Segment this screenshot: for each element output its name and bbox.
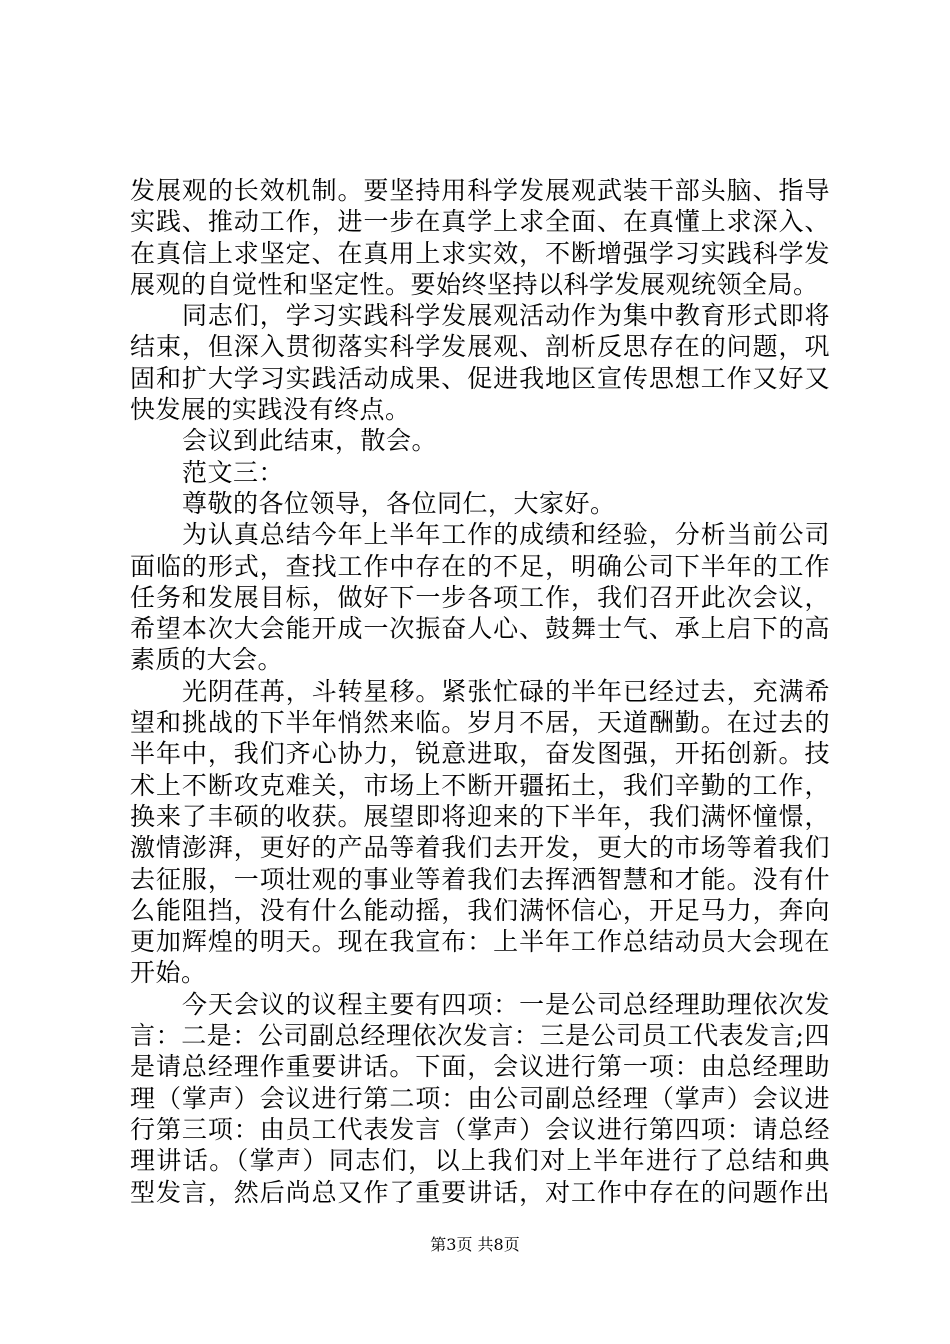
text-line: 半年中，我们齐心协力，锐意进取，奋发图强，开拓创新。技 [130, 739, 830, 769]
text-line: 快发展的实践没有终点。 [130, 395, 411, 425]
text-line: 型发言，然后尚总又作了重要讲话，对工作中存在的问题作出 [130, 1177, 830, 1207]
page-footer: 第3页 共8页 [430, 1235, 520, 1254]
text-line: 今天会议的议程主要有四项：一是公司总经理助理依次发 [182, 989, 830, 1019]
text-line: 术上不断攻克难关，市场上不断开疆拓土，我们辛勤的工作， [130, 770, 830, 800]
text-line: 言：二是：公司副总经理依次发言：三是公司员工代表发言;四 [130, 1021, 830, 1051]
text-line: 去征服，一项壮观的事业等着我们去挥洒智慧和才能。没有什 [130, 864, 830, 894]
text-line: 希望本次大会能开成一次振奋人心、鼓舞士气、承上启下的高 [130, 614, 830, 644]
text-line: 任务和发展目标，做好下一步各项工作，我们召开此次会议， [130, 582, 830, 612]
document-body [130, 175, 830, 1208]
text-line: 理讲话。（掌声）同志们，以上我们对上半年进行了总结和典 [130, 1146, 830, 1176]
text-line: 望和挑战的下半年悄然来临。岁月不居，天道酬勤。在过去的 [130, 708, 830, 738]
text-line: 尊敬的各位领导，各位同仁，大家好。 [182, 488, 616, 518]
text-line: 行第三项：由员工代表发言（掌声）会议进行第四项：请总经 [130, 1114, 830, 1144]
text-line: 实践、推动工作，进一步在真学上求全面、在真懂上求深入、 [130, 207, 830, 237]
text-line: 固和扩大学习实践活动成果、促进我地区宣传思想工作又好又 [130, 363, 830, 393]
text-line: 发展观的长效机制。要坚持用科学发展观武装干部头脑、指导 [130, 176, 830, 205]
text-line: 面临的形式，查找工作中存在的不足，明确公司下半年的工作 [130, 551, 830, 581]
text-line: 展观的自觉性和坚定性。要始终坚持以科学发展观统领全局。 [130, 269, 819, 299]
text-line: 光阴荏苒，斗转星移。紧张忙碌的半年已经过去，充满希 [182, 676, 830, 706]
text-line: 范文三： [182, 457, 285, 487]
text-line: 理（掌声）会议进行第二项：由公司副总经理（掌声）会议进 [130, 1083, 830, 1113]
text-line: 素质的大会。 [130, 645, 284, 675]
text-line: 是请总经理作重要讲话。下面，会议进行第一项：由总经理助 [130, 1052, 830, 1082]
text-line: 更加辉煌的明天。现在我宣布：上半年工作总结动员大会现在 [130, 927, 830, 957]
text-line: 换来了丰硕的收获。展望即将迎来的下半年，我们满怀憧憬， [130, 801, 830, 831]
text-line: 结束，但深入贯彻落实科学发展观、剖析反思存在的问题，巩 [130, 332, 830, 362]
text-line: 激情澎湃，更好的产品等着我们去开发，更大的市场等着我们 [130, 833, 830, 863]
text-line: 在真信上求坚定、在真用上求实效，不断增强学习实践科学发 [130, 238, 830, 268]
text-line: 为认真总结今年上半年工作的成绩和经验，分析当前公司 [182, 520, 830, 550]
text-line: 开始。 [130, 958, 207, 988]
text-line: 么能阻挡，没有什么能动摇，我们满怀信心，开足马力，奔向 [130, 895, 830, 925]
text-line: 同志们，学习实践科学发展观活动作为集中教育形式即将 [182, 301, 830, 331]
text-line: 会议到此结束，散会。 [182, 426, 438, 456]
